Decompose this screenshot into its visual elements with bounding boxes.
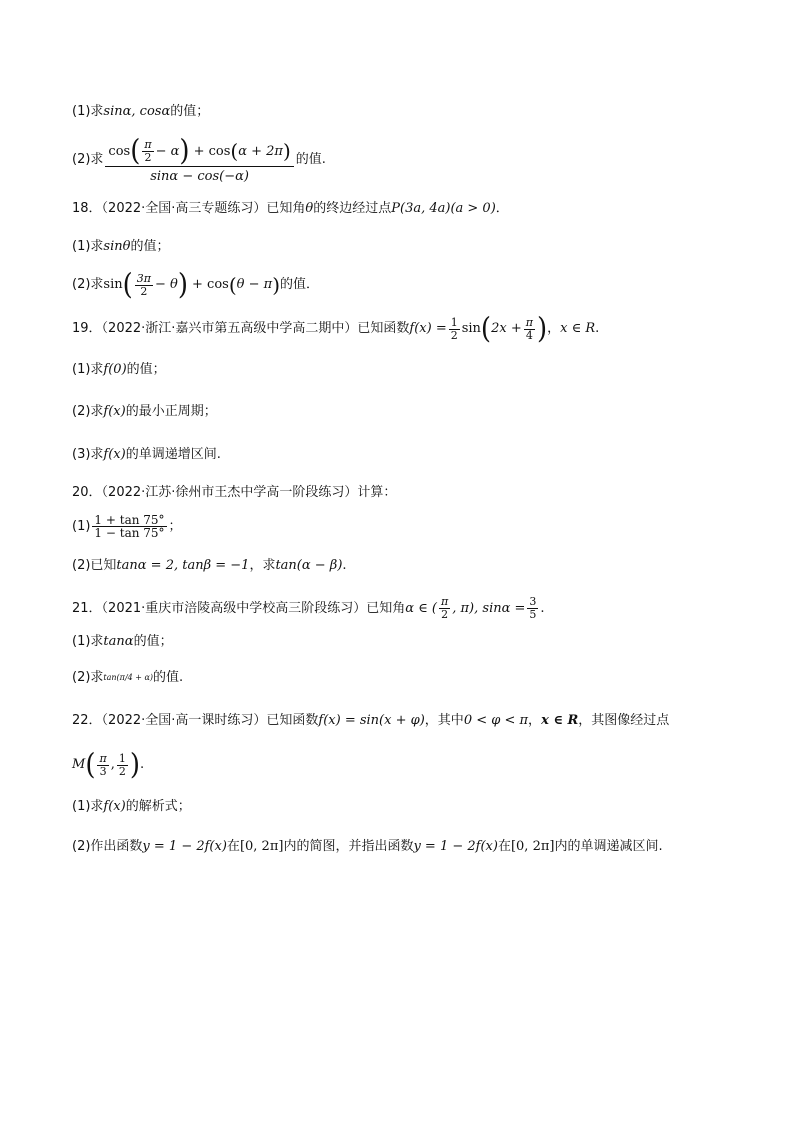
q18-3pi-over-2: [135, 273, 153, 298]
q20-part2: [72, 557, 347, 575]
q18-plus-cos: + cos: [192, 277, 229, 292]
right-paren: ): [179, 134, 190, 168]
q22-one: 1: [118, 751, 126, 765]
q21-three-fifths: [527, 596, 538, 621]
q19-sin: sin: [461, 321, 481, 336]
q22-pi: π: [99, 751, 107, 765]
q17-part1-expr: sinα, cosα: [103, 104, 171, 119]
q22-part2-in2: 在: [497, 839, 511, 854]
q17-cos-label: cos: [108, 143, 131, 159]
q22-stem: [72, 712, 669, 730]
q22-part2-suffix: 内的单调递减区间.: [554, 839, 663, 854]
q17-part2-denominator: sinα − cos(−α): [150, 169, 249, 184]
q19-half-num: 1: [450, 315, 458, 329]
q17-part2-numerator: [105, 136, 293, 167]
q18-stem: [72, 200, 509, 218]
q19-half-den: 2: [450, 328, 458, 342]
q20-fraction: [92, 514, 166, 539]
q19-part3: [72, 446, 221, 464]
q20-part2-target: tan(α − β): [275, 558, 343, 573]
q17-cos-arg: α + 2π: [238, 143, 283, 159]
left-paren: (: [85, 748, 96, 782]
q22-part2-fn: y = 1 − 2f(x): [142, 839, 227, 854]
q22-part1: [72, 798, 191, 816]
q18-point: P(3a, 4a)(a > 0): [391, 201, 496, 216]
q18-stem-head: 18．（2022·全国·高三专题练习）已知角: [72, 201, 306, 216]
q19-part1-suffix: 的值；: [126, 362, 166, 377]
right-paren: ): [177, 268, 189, 302]
q22-two: 2: [118, 764, 126, 778]
q18-part2-suffix: 的值．: [280, 277, 320, 292]
q19-pi-over-4: [524, 317, 535, 342]
q18-part1-suffix: 的值；: [130, 239, 170, 254]
q22-part2-interval2: [0, 2π]: [510, 839, 555, 854]
q17-part1-suffix: 的值；: [170, 104, 210, 119]
right-paren: ): [282, 139, 291, 163]
left-paren: (: [122, 268, 133, 302]
q18-minus-theta: − θ: [155, 277, 178, 292]
q19-part3-expr: f(x): [103, 447, 126, 462]
q18-part1-prefix: (1)求: [72, 239, 104, 254]
q22-part2-mid: 内的简图，并指出函数: [283, 839, 414, 854]
q22-part1-prefix: (1)求: [72, 799, 104, 814]
q21-part1-suffix: 的值；: [133, 634, 173, 649]
q17-part2-prefix: (2)求: [72, 152, 104, 167]
q18-stem-end: ．: [495, 201, 509, 216]
q19-part2: [72, 403, 217, 421]
q17-part1: [72, 103, 209, 121]
q22-three: 3: [99, 764, 107, 778]
left-paren: (: [230, 139, 239, 163]
q19-four: 4: [525, 328, 533, 342]
q22-stem-head: 22．（2022·全国·高一课时练习）已知函数: [72, 713, 319, 728]
q17-pi-over-2: [142, 139, 153, 164]
right-paren: ): [536, 312, 548, 346]
q21-part2: [72, 669, 183, 687]
q17-plus-cos: + cos: [193, 143, 231, 159]
q19-stem-head: 19．（2022·浙江·嘉兴市第五高级中学高二期中）已知函数: [72, 321, 410, 336]
right-paren: ): [272, 273, 280, 297]
q20-part2-expr: tanα = 2, tanβ = −1: [116, 558, 250, 573]
q22-domain: x ∈ R: [541, 713, 579, 728]
left-paren: (: [480, 312, 492, 346]
q21-two: 2: [441, 608, 449, 621]
q17-part2: [72, 136, 326, 184]
q18-part2: [72, 268, 320, 302]
q17-part2-suffix: 的值.: [295, 152, 326, 167]
q21-stem-in: α ∈ (: [405, 600, 438, 616]
q19-part3-prefix: (3)求: [72, 447, 104, 462]
q18-two: 2: [140, 284, 148, 298]
q20-numerator: 1 + tan 75°: [94, 513, 165, 527]
q18-part1-expr: sinθ: [103, 239, 131, 254]
q18-part1: [72, 238, 169, 256]
q21-part2-suffix: 的值.: [153, 670, 184, 685]
q19-arg: 2x +: [491, 321, 522, 336]
q19-fx: f(x) =: [409, 321, 447, 336]
q22-stem-mid: ，其中: [424, 713, 464, 728]
q18-stem-mid: 的终边经过点: [313, 201, 392, 216]
q22-cond: 0 < φ < π: [463, 713, 529, 728]
q19-part3-suffix: 的单调递增区间.: [125, 447, 221, 462]
q22-point-m: M: [72, 757, 86, 772]
q18-part2-prefix: (2)求: [72, 277, 104, 292]
q21-part1: [72, 633, 173, 651]
q21-pi-over-2: [439, 596, 450, 621]
q18-3pi: 3π: [136, 271, 152, 285]
q21-part2-expr: tan(π/4 + α): [103, 673, 154, 682]
q19-part2-suffix: 的最小正周期；: [125, 404, 217, 419]
q17-two: 2: [144, 150, 152, 164]
q18-sin: sin: [103, 277, 123, 292]
q21-stem: [72, 596, 545, 621]
q22-part1-expr: f(x): [103, 799, 126, 814]
q20-part2-mid: ，求: [249, 558, 276, 573]
q20-part1-suffix: ；: [168, 518, 182, 534]
q21-stem-head: 21．（2021·重庆市涪陵高级中学校高三阶段练习）已知角: [72, 600, 406, 616]
q21-five: 5: [529, 608, 537, 621]
q22-fx: f(x) = sin(x + φ): [318, 713, 425, 728]
q19-part1-expr: f(0): [103, 362, 127, 377]
q17-minus-alpha: − α: [155, 143, 180, 159]
q21-part2-prefix: (2)求: [72, 670, 104, 685]
q19-period: .: [595, 321, 600, 336]
q19-stem: [72, 312, 600, 346]
q17-pi: π: [144, 137, 152, 151]
q22-part2-in: 在: [226, 839, 240, 854]
q19-part2-expr: f(x): [103, 404, 126, 419]
q21-part1-prefix: (1)求: [72, 634, 104, 649]
q19-domain: x ∈ R: [560, 321, 596, 336]
q20-part2-suffix: .: [342, 558, 347, 573]
q21-part1-expr: tanα: [103, 634, 134, 649]
q20-part1: [72, 514, 182, 539]
q20-stem: [72, 484, 396, 502]
q20-part2-prefix: (2)已知: [72, 558, 117, 573]
q22-stem-end: ，其图像经过点: [578, 713, 670, 728]
q22-comma: ，: [528, 713, 542, 728]
q21-stem-end: .: [540, 600, 545, 616]
q19-part2-prefix: (2)求: [72, 404, 104, 419]
q22-point: M ( $\frac{\pi}{3}$ , $\frac{1}{2}$ ) .: [72, 748, 145, 782]
q22-point-end: .: [140, 757, 145, 772]
q20-part1-prefix: (1): [72, 518, 91, 534]
q18-theta: θ: [305, 201, 314, 216]
q19-part1: [72, 361, 166, 379]
q22-part2-fn2: y = 1 − 2f(x): [413, 839, 498, 854]
q21-three: 3: [529, 595, 537, 608]
q22-one-half: [117, 753, 128, 778]
q22-part2-interval: [0, 2π]: [239, 839, 284, 854]
q22-pi-over-3: [97, 753, 108, 778]
q21-pi: π: [441, 595, 449, 608]
q19-part1-prefix: (1)求: [72, 362, 104, 377]
right-paren: ): [129, 748, 140, 782]
q17-part2-fraction: [105, 136, 293, 184]
q19-half: [449, 317, 460, 342]
q20-stem-text: 20．（2022·江苏·徐州市王杰中学高一阶段练习）计算：: [72, 485, 397, 500]
q21-stem-mid: , π), sinα =: [452, 600, 526, 616]
q19-stem-end: ，: [547, 321, 561, 336]
q17-part1-prefix: (1)求: [72, 104, 104, 119]
q22-part2: [72, 838, 663, 856]
left-paren: (: [228, 273, 237, 297]
q20-denominator: 1 − tan 75°: [94, 526, 165, 540]
q22-part2-prefix: (2)作出函数: [72, 839, 143, 854]
q18-cos-arg: θ − π: [236, 277, 273, 292]
q19-pi: π: [525, 315, 533, 329]
q22-part1-suffix: 的解析式；: [125, 799, 191, 814]
left-paren: (: [130, 134, 141, 168]
